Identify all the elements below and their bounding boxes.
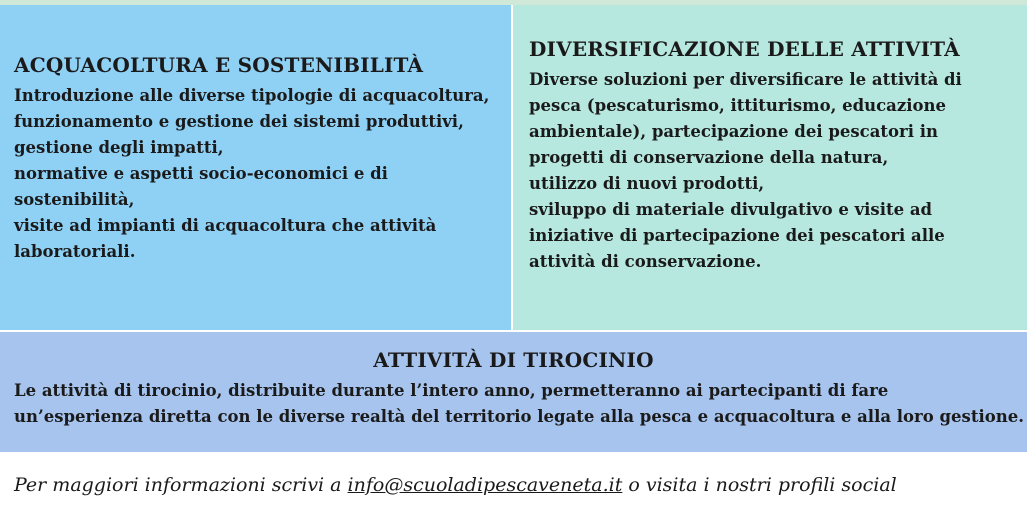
diversification-description bbox=[529, 67, 1013, 275]
contact-suffix: o visita i nostri profili social bbox=[622, 474, 897, 496]
aquaculture-panel bbox=[0, 5, 511, 330]
aquaculture-line: sostenibilità, bbox=[14, 190, 135, 209]
internship-panel bbox=[0, 332, 1027, 452]
diversification-line: iniziative di partecipazione dei pescatori alle bbox=[529, 226, 945, 245]
diversification-line: pesca (pescaturismo, ittiturismo, educazione bbox=[529, 96, 947, 115]
aquaculture-line: funzionamento e gestione dei sistemi produttivi, bbox=[14, 112, 464, 131]
diversification-line: Diverse soluzioni per diversificare le attività di bbox=[529, 70, 962, 89]
diversification-title: DIVERSIFICAZIONE DELLE ATTIVITÀ bbox=[529, 37, 960, 61]
aquaculture-line: visite ad impianti di acquacoltura che attività bbox=[14, 216, 437, 235]
contact-text bbox=[14, 474, 897, 496]
internship-line: un’esperienza diretta con le diverse realtà del territorio legate alla pesca e acquacoltura e alla loro gestione. bbox=[14, 407, 1024, 426]
aquaculture-line: normative e aspetti socio-economici e di bbox=[14, 164, 388, 183]
email-link[interactable]: info@scuoladipescaveneta.it bbox=[347, 474, 623, 496]
internship-line: Le attività di tirocinio, distribuite durante l’intero anno, permetteranno ai partecipanti di fare bbox=[14, 381, 889, 400]
diversification-line: ambientale), partecipazione dei pescatori in bbox=[529, 122, 938, 141]
diversification-panel bbox=[513, 5, 1027, 330]
contact-footer bbox=[0, 452, 1027, 520]
aquaculture-title: ACQUACOLTURA E SOSTENIBILITÀ bbox=[14, 53, 424, 77]
internship-title: ATTIVITÀ DI TIROCINIO bbox=[373, 348, 654, 372]
diversification-line: utilizzo di nuovi prodotti, bbox=[529, 174, 765, 193]
contact-prefix: Per maggiori informazioni scrivi a bbox=[14, 474, 348, 496]
diversification-line: progetti di conservazione della natura, bbox=[529, 148, 889, 167]
internship-description bbox=[14, 378, 1024, 430]
aquaculture-description bbox=[14, 83, 497, 265]
diversification-line: sviluppo di materiale divulgativo e visite ad bbox=[529, 200, 933, 219]
aquaculture-line: gestione degli impatti, bbox=[14, 138, 224, 157]
aquaculture-line: Introduzione alle diverse tipologie di acquacoltura, bbox=[14, 86, 490, 105]
diversification-line: attività di conservazione. bbox=[529, 252, 762, 271]
aquaculture-line: laboratoriali. bbox=[14, 242, 136, 261]
